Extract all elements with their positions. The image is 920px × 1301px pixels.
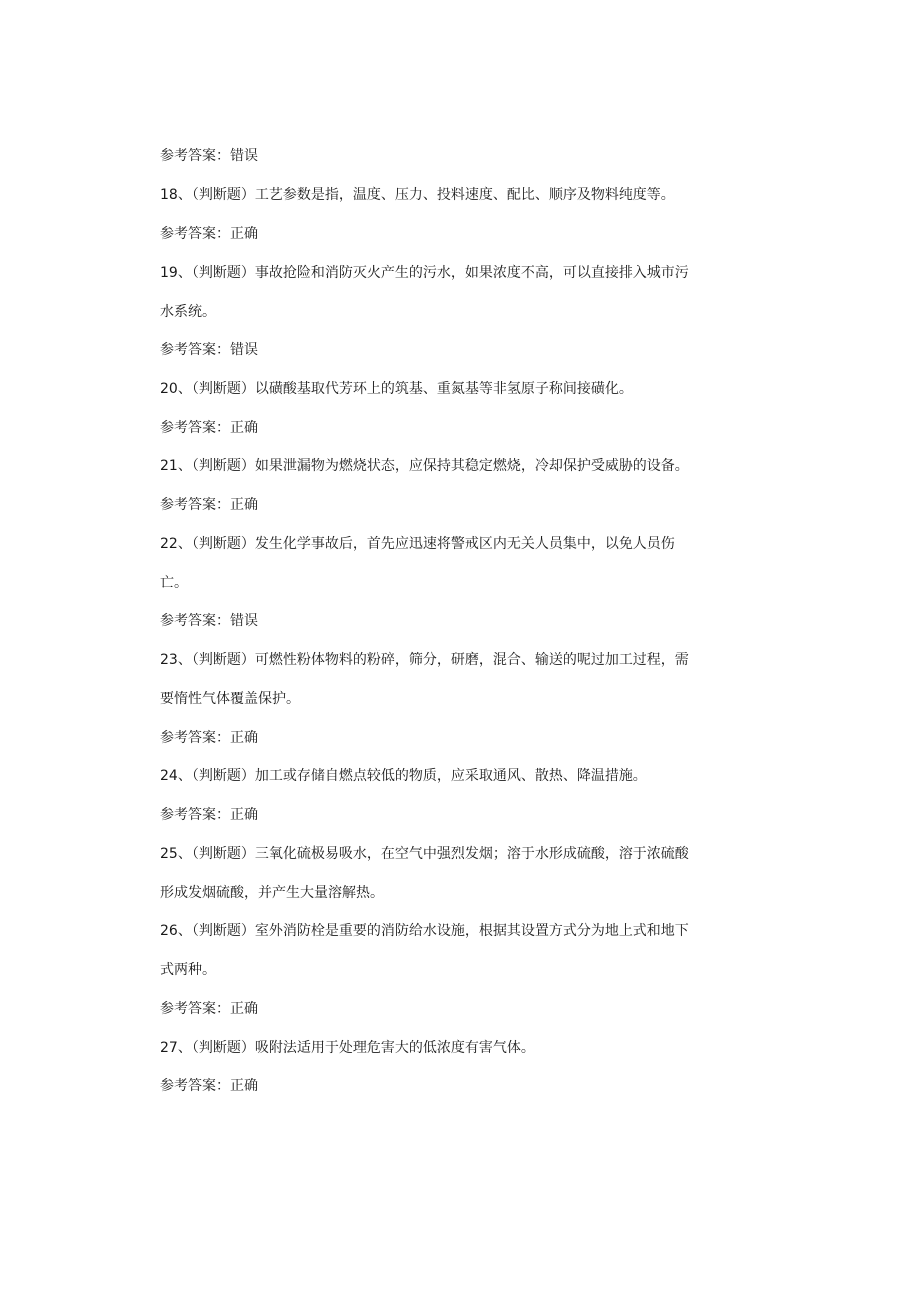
- answer-line: 参考答案：错误: [160, 148, 258, 164]
- answer-line: 参考答案：错误: [160, 342, 258, 358]
- question-27: 27、（判断题）吸附法适用于处理危害大的低浓度有害气体。: [160, 1040, 535, 1056]
- answer-line: 参考答案：错误: [160, 613, 258, 629]
- question-23: 23、（判断题）可燃性粉体物料的粉碎，筛分，研磨，混合、输送的呢过加工过程，需: [160, 652, 689, 668]
- question-26-cont: 式两种。: [160, 962, 216, 978]
- answer-line: 参考答案：正确: [160, 730, 258, 746]
- question-21: 21、（判断题）如果泄漏物为燃烧状态，应保持其稳定燃烧，冷却保护受威胁的设备。: [160, 458, 689, 474]
- answer-line: 参考答案：正确: [160, 226, 258, 242]
- question-23-cont: 要惰性气体覆盖保护。: [160, 691, 300, 707]
- question-26: 26、（判断题）室外消防栓是重要的消防给水设施，根据其设置方式分为地上式和地下: [160, 923, 689, 939]
- answer-line: 参考答案：正确: [160, 420, 258, 436]
- question-25: 25、（判断题）三氧化硫极易吸水，在空气中强烈发烟；溶于水形成硫酸，溶于浓硫酸: [160, 846, 689, 862]
- question-25-cont: 形成发烟硫酸，并产生大量溶解热。: [160, 885, 384, 901]
- question-22-cont: 亡。: [160, 575, 188, 591]
- answer-line: 参考答案：正确: [160, 497, 258, 513]
- answer-line: 参考答案：正确: [160, 1001, 258, 1017]
- question-24: 24、（判断题）加工或存储自燃点较低的物质，应采取通风、散热、降温措施。: [160, 768, 647, 784]
- question-19: 19、（判断题）事故抢险和消防灭火产生的污水，如果浓度不高，可以直接排入城市污: [160, 265, 689, 281]
- question-22: 22、（判断题）发生化学事故后，首先应迅速将警戒区内无关人员集中，以免人员伤: [160, 536, 675, 552]
- question-20: 20、（判断题）以磺酸基取代芳环上的筑基、重氮基等非氢原子称间接磺化。: [160, 381, 633, 397]
- answer-line: 参考答案：正确: [160, 807, 258, 823]
- answer-line: 参考答案：正确: [160, 1078, 258, 1094]
- question-19-cont: 水系统。: [160, 304, 216, 320]
- question-18: 18、（判断题）工艺参数是指，温度、压力、投料速度、配比、顺序及物料纯度等。: [160, 187, 675, 203]
